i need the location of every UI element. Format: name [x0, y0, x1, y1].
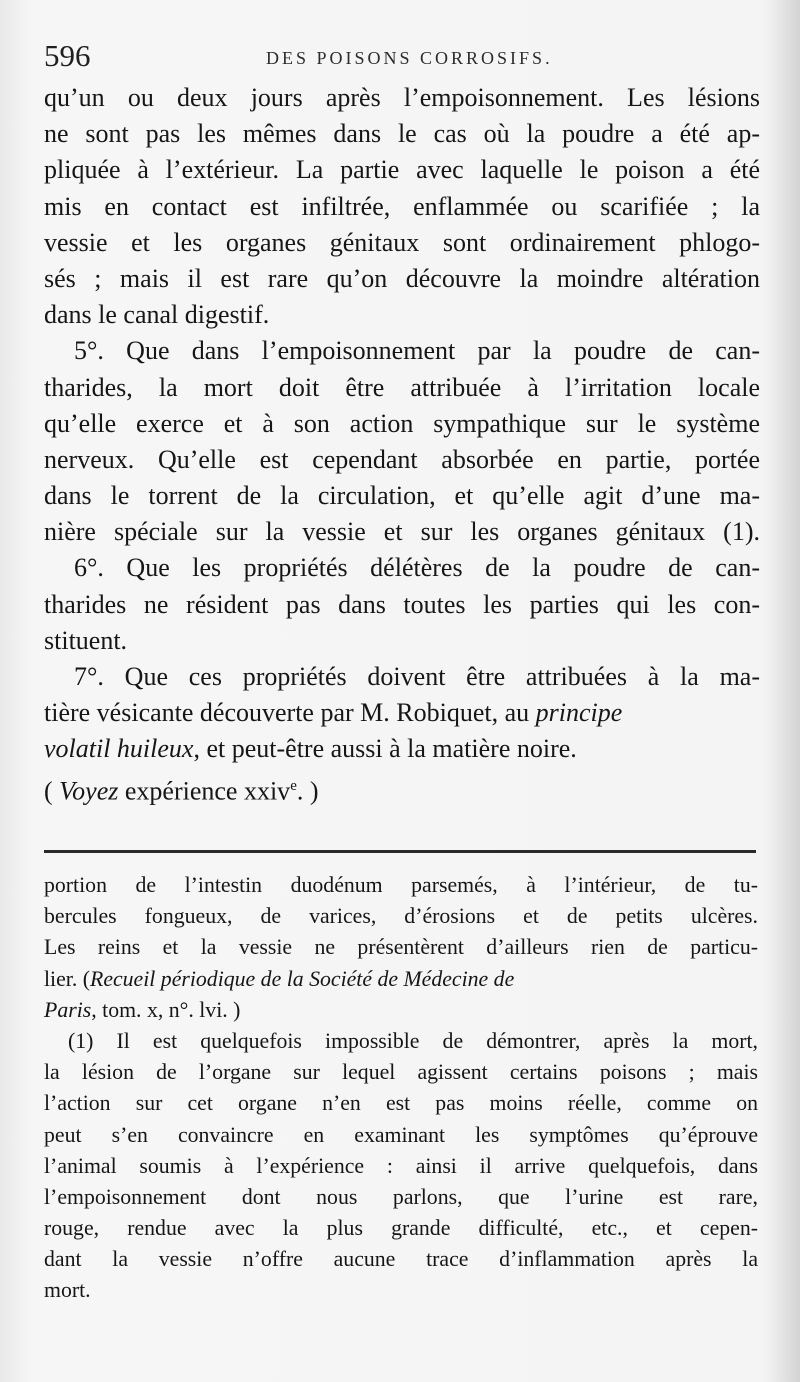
text-span: , tom. x, n°. lvi. )	[91, 997, 241, 1022]
paragraph-7-start: 7°. Que ces propriétés doivent être attribuées à la ma-	[74, 662, 760, 691]
note-line: mort.	[44, 1278, 91, 1303]
italic-term: volatil huileux	[44, 734, 194, 764]
text-line: qu’elle exerce et à son action sympathique sur le système	[44, 408, 760, 438]
text-line: sés ; mais il est rare qu’on découvre la moindre altération	[44, 263, 760, 293]
text-line: dans le canal digestif.	[44, 300, 270, 330]
text-span: . )	[296, 776, 319, 806]
note-line: l’animal soumis à l’expérience : ainsi il arrive quelquefois, dans	[44, 1153, 758, 1178]
text-line: nerveux. Qu’elle est cependant absorbée en partie, portée	[44, 444, 760, 474]
text-line: pliquée à l’extérieur. La partie avec laquelle le poison a été	[44, 155, 760, 185]
page-number: 596	[44, 38, 91, 73]
text-span: , et peut-être aussi à la matière noire.	[193, 734, 577, 764]
text-line: vessie et les organes génitaux sont ordinairement phlogo-	[44, 227, 760, 257]
text-span: expérience xxiv	[118, 776, 291, 806]
text-line: ne sont pas les mêmes dans le cas où la poudre a été ap-	[44, 119, 760, 149]
running-head: DES POISONS CORROSIFS.	[266, 48, 553, 68]
note-line	[44, 995, 758, 1026]
note-line: Les reins et la vessie ne présentèrent d’ailleurs rien de particu-	[44, 935, 758, 960]
text-line: qu’un ou deux jours après l’empoisonnement. Les lésions	[44, 83, 760, 112]
italic-term: Voyez	[59, 776, 119, 806]
text-line	[44, 768, 760, 804]
text-span: lier. (	[44, 966, 90, 991]
text-line	[44, 731, 760, 767]
text-line: tharides ne résident pas dans toutes les parties qui les con-	[44, 589, 760, 619]
note-line: portion de l’intestin duodénum parsemés, à l’intérieur, de tu-	[44, 873, 758, 897]
text-line: stituent.	[44, 625, 128, 655]
citation-title: Recueil périodique de la Société de Médecine de	[90, 966, 515, 991]
italic-term: principe	[535, 698, 623, 728]
paragraph-5-start: 5°. Que dans l’empoisonnement par la poudre de can-	[74, 336, 760, 366]
text-line: dans le torrent de la circulation, et qu’elle agit d’une ma-	[44, 481, 760, 511]
superscript: e	[290, 777, 297, 794]
page-header	[44, 38, 764, 72]
page-edge-shadow	[760, 0, 800, 1382]
text-line: tharides, la mort doit être attribuée à l’irritation locale	[44, 372, 760, 402]
note-line: l’empoisonnement dont nous parlons, que l’urine est rare,	[44, 1184, 758, 1209]
footnotes	[44, 870, 758, 1307]
citation-title: Paris	[44, 997, 92, 1022]
footnote-rule	[44, 850, 756, 853]
main-text	[44, 80, 760, 804]
text-line	[44, 695, 760, 731]
note-line: l’action sur cet organe n’en est pas moins réelle, comme on	[44, 1091, 758, 1116]
text-line: nière spéciale sur la vessie et sur les organes génitaux (1).	[44, 517, 760, 547]
note-line	[44, 964, 758, 995]
note-line: rouge, rendue avec la plus grande difficulté, etc., et cepen-	[44, 1216, 758, 1241]
open-paren: (	[44, 776, 53, 806]
note-line: la lésion de l’organe sur lequel agissent certains poisons ; mais	[44, 1060, 758, 1085]
note-line: dant la vessie n’offre aucune trace d’inflammation après la	[44, 1247, 758, 1272]
note-line: peut s’en convaincre en examinant les symptômes qu’éprouve	[44, 1122, 758, 1147]
text-span: tière vésicante découverte par M. Robiquet, au	[44, 698, 530, 728]
paragraph-6-start: 6°. Que les propriétés délétères de la poudre de can-	[74, 553, 760, 583]
footnote-1-start: (1) Il est quelquefois impossible de démontrer, après la mort,	[68, 1028, 758, 1053]
text-line: mis en contact est infiltrée, enflammée ou scarifiée ; la	[44, 191, 760, 221]
note-line: bercules fongueux, de varices, d’érosions et de petits ulcères.	[44, 904, 758, 929]
